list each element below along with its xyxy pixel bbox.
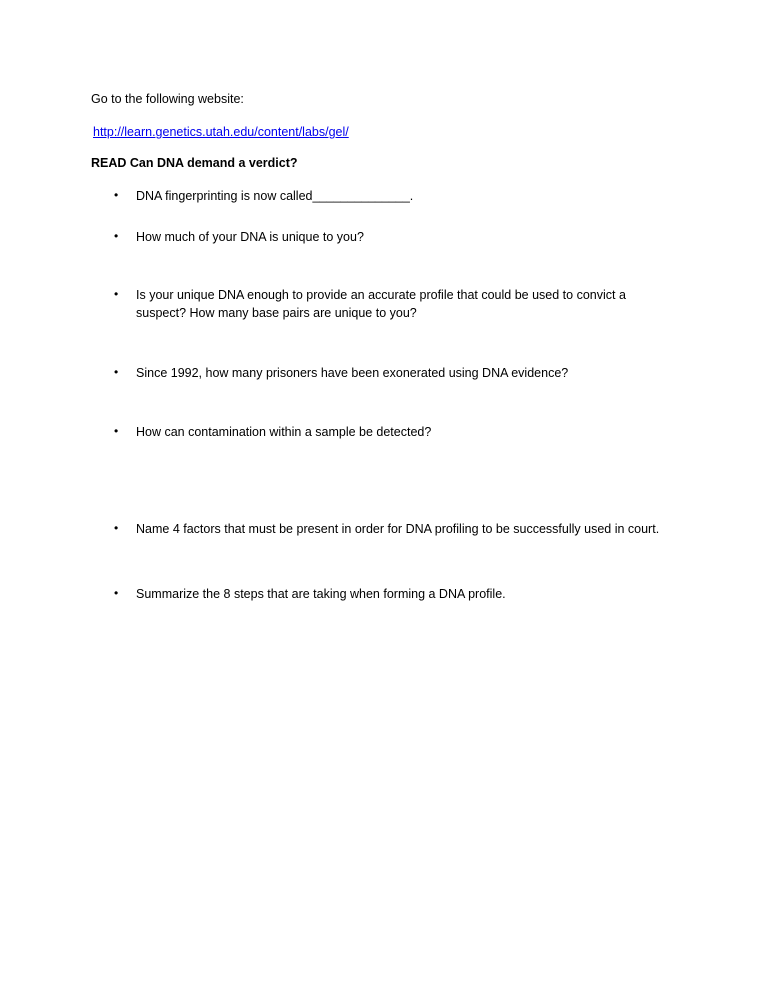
bullet-icon: • <box>114 229 119 243</box>
question-text: Since 1992, how many prisoners have been exonerated using DNA evidence? <box>136 366 569 380</box>
bullet-icon: • <box>114 586 119 600</box>
bullet-icon: • <box>114 365 119 379</box>
question-text: Name 4 factors that must be present in order for DNA profiling to be successfully used in court. <box>136 522 660 536</box>
bullet-icon: • <box>114 188 119 202</box>
question-text: Is your unique DNA enough to provide an accurate profile that could be used to convict a suspect? How many base pairs are unique to you? <box>136 288 626 320</box>
section-heading: READ Can DNA demand a verdict? <box>91 156 298 170</box>
question-text: How much of your DNA is unique to you? <box>136 230 364 244</box>
website-link[interactable]: http://learn.genetics.utah.edu/content/labs/gel/ <box>93 125 349 139</box>
bullet-icon: • <box>114 521 119 535</box>
bullet-icon: • <box>114 424 119 438</box>
question-text: Summarize the 8 steps that are taking when forming a DNA profile. <box>136 587 506 601</box>
question-text: How can contamination within a sample be detected? <box>136 425 432 439</box>
question-text: DNA fingerprinting is now called______________. <box>136 189 414 203</box>
bullet-icon: • <box>114 287 119 301</box>
intro-text: Go to the following website: <box>91 92 244 106</box>
